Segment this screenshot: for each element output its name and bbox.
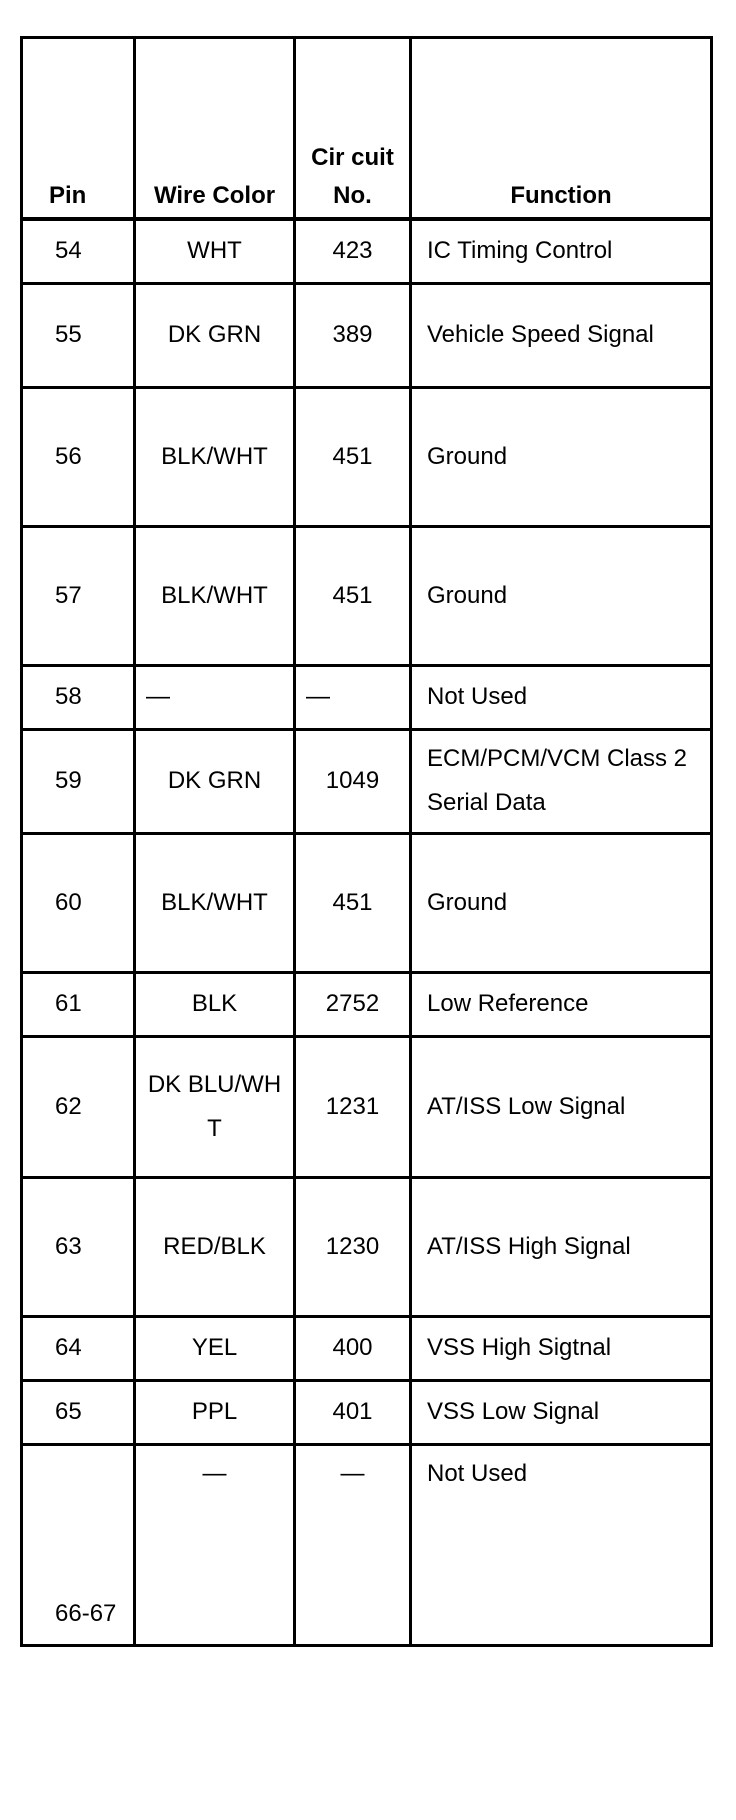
cell-pin: 58 bbox=[22, 665, 135, 729]
cell-circuit: — bbox=[295, 1444, 411, 1645]
cell-circuit: — bbox=[295, 665, 411, 729]
cell-function: Ground bbox=[411, 833, 712, 972]
cell-circuit: 401 bbox=[295, 1380, 411, 1444]
cell-wire-color: — bbox=[135, 665, 295, 729]
table-row bbox=[22, 833, 712, 972]
cell-pin: 63 bbox=[22, 1177, 135, 1316]
cell-wire-color: DK GRN bbox=[135, 283, 295, 387]
cell-wire-color: BLK/WHT bbox=[135, 833, 295, 972]
cell-circuit: 423 bbox=[295, 219, 411, 283]
cell-pin: 56 bbox=[22, 387, 135, 526]
cell-wire-color: DK GRN bbox=[135, 729, 295, 833]
cell-function: Ground bbox=[411, 387, 712, 526]
cell-wire-color: DK BLU/WHT bbox=[135, 1036, 295, 1177]
cell-function: Ground bbox=[411, 526, 712, 665]
cell-wire-color: YEL bbox=[135, 1316, 295, 1380]
table-header-row bbox=[22, 38, 712, 220]
table-row bbox=[22, 1444, 712, 1645]
cell-function: Not Used bbox=[411, 665, 712, 729]
cell-pin: 60 bbox=[22, 833, 135, 972]
cell-function: ECM/PCM/VCM Class 2 Serial Data bbox=[411, 729, 712, 833]
cell-function: AT/ISS High Signal bbox=[411, 1177, 712, 1316]
cell-circuit: 451 bbox=[295, 387, 411, 526]
table-row bbox=[22, 1177, 712, 1316]
cell-wire-color: PPL bbox=[135, 1380, 295, 1444]
cell-function: AT/ISS Low Signal bbox=[411, 1036, 712, 1177]
cell-wire-color: BLK/WHT bbox=[135, 387, 295, 526]
cell-function: Not Used bbox=[411, 1444, 712, 1645]
cell-circuit: 389 bbox=[295, 283, 411, 387]
cell-pin: 66-67 bbox=[22, 1444, 135, 1645]
cell-pin: 65 bbox=[22, 1380, 135, 1444]
cell-pin: 62 bbox=[22, 1036, 135, 1177]
table-row bbox=[22, 1036, 712, 1177]
header-function: Function bbox=[411, 38, 712, 220]
table-row bbox=[22, 665, 712, 729]
cell-circuit: 2752 bbox=[295, 972, 411, 1036]
cell-wire-color: BLK/WHT bbox=[135, 526, 295, 665]
connector-pinout-table bbox=[20, 36, 713, 1647]
connector-pinout-table-wrapper bbox=[20, 36, 713, 1647]
cell-circuit: 400 bbox=[295, 1316, 411, 1380]
cell-wire-color: — bbox=[135, 1444, 295, 1645]
table-row bbox=[22, 972, 712, 1036]
cell-wire-color: WHT bbox=[135, 219, 295, 283]
cell-circuit: 1231 bbox=[295, 1036, 411, 1177]
cell-wire-color: RED/BLK bbox=[135, 1177, 295, 1316]
cell-pin: 57 bbox=[22, 526, 135, 665]
table-row bbox=[22, 729, 712, 833]
cell-wire-color: BLK bbox=[135, 972, 295, 1036]
cell-function: IC Timing Control bbox=[411, 219, 712, 283]
table-row bbox=[22, 387, 712, 526]
cell-circuit: 451 bbox=[295, 833, 411, 972]
header-circuit-no: Cir cuit No. bbox=[295, 38, 411, 220]
table-row bbox=[22, 526, 712, 665]
cell-pin: 59 bbox=[22, 729, 135, 833]
table-row bbox=[22, 283, 712, 387]
cell-pin: 64 bbox=[22, 1316, 135, 1380]
cell-circuit: 1049 bbox=[295, 729, 411, 833]
cell-circuit: 451 bbox=[295, 526, 411, 665]
cell-function: VSS High Sigtnal bbox=[411, 1316, 712, 1380]
table-row bbox=[22, 1380, 712, 1444]
cell-pin: 55 bbox=[22, 283, 135, 387]
cell-function: VSS Low Signal bbox=[411, 1380, 712, 1444]
cell-pin: 54 bbox=[22, 219, 135, 283]
cell-function: Vehicle Speed Signal bbox=[411, 283, 712, 387]
table-row bbox=[22, 1316, 712, 1380]
cell-function: Low Reference bbox=[411, 972, 712, 1036]
cell-circuit: 1230 bbox=[295, 1177, 411, 1316]
cell-pin: 61 bbox=[22, 972, 135, 1036]
header-pin: Pin bbox=[22, 38, 135, 220]
header-wire-color: Wire Color bbox=[135, 38, 295, 220]
table-row bbox=[22, 219, 712, 283]
